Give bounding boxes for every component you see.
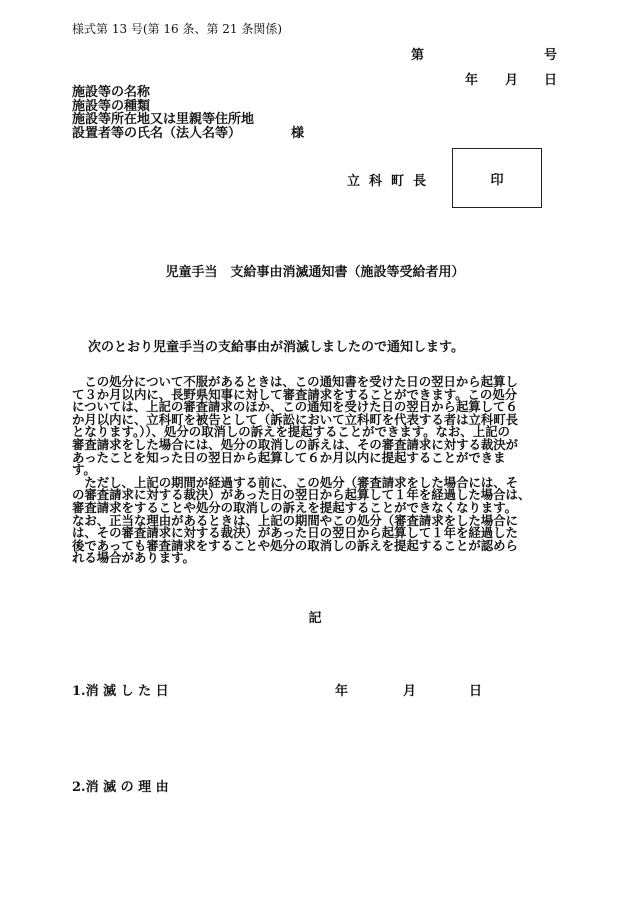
- addressee-block: [72, 86, 304, 140]
- item1-year: 年: [335, 684, 349, 699]
- form-number-label: 様式第 13 号(第 16 条、第 21 条関係): [72, 22, 283, 36]
- notice-line: 後であっても審査請求をすることや処分の取消しの訴えを提起することが認めら: [72, 537, 518, 553]
- item1-day: 日: [469, 684, 483, 699]
- facility-type-label: 施設等の種類: [72, 98, 151, 114]
- item1-month: 月: [403, 684, 417, 699]
- notice-line: の審査請求に対する裁決）があった日の翌日から起算して１年を経過した場合は、: [72, 487, 531, 503]
- issuer-name: 立科町長: [347, 174, 436, 189]
- intro-text: 次のとおり児童手当の支給事由が消滅しましたので通知します。: [88, 340, 464, 355]
- document-title: 児童手当 支給事由消滅通知書（施設等受給者用）: [165, 265, 465, 280]
- notice-line: となります。））、処分の取消しの訴えを提起することができます。なお、上記の: [72, 424, 510, 440]
- ki-heading: 記: [308, 611, 322, 626]
- facility-name-label: 施設等の名称: [72, 85, 151, 100]
- appeal-notice: [72, 376, 562, 565]
- notice-line: ただし、上記の期間が経過する前に、この処分（審査請求をした場合には、そ: [72, 474, 519, 490]
- date-year: 年: [465, 73, 479, 88]
- notice-line: て３か月以内に、長野県知事に対して審査請求をすることができます。この処分: [72, 386, 518, 402]
- notice-line: については、上記の審査請求のほか、この通知を受けた日の翌日から起算して６: [72, 399, 518, 415]
- seal-box: [452, 148, 542, 208]
- doc-number-go: 号: [544, 48, 558, 63]
- date-month: 月: [505, 73, 519, 88]
- honorific: 様: [291, 125, 305, 141]
- notice-line: なお、正当な理由があるときは、上記の期間やこの処分（審査請求をした場合に: [72, 512, 519, 528]
- installer-name-row: [72, 127, 304, 141]
- notice-line: あったことを知った日の翌日から起算して６か月以内に提起することができま: [72, 449, 506, 465]
- notice-line: は、その審査請求に対する裁決）があった日の翌日から起算して１年を経過した: [72, 525, 518, 541]
- seal-label: 印: [490, 172, 504, 188]
- date-day: 日: [544, 73, 558, 88]
- installer-name-label: 設置者等の氏名（法人名等）: [72, 125, 242, 141]
- notice-line: す。: [72, 462, 96, 478]
- facility-address-label: 施設等所在地又は里親等住所地: [72, 112, 255, 127]
- notice-line: 審査請求をすることや処分の取消しの訴えを提起することができなくなります。: [72, 499, 518, 515]
- notice-line: この処分について不服があるときは、この通知書を受けた日の翌日から起算し: [72, 374, 518, 389]
- notice-line: か月以内に、立科町を被告として（訴訟において立科町を代表する者は立科町長: [72, 411, 519, 427]
- item1-label: 1.消 滅 し た 日: [72, 684, 169, 699]
- doc-number-dai: 第: [411, 48, 425, 63]
- item2-label: 2.消 滅 の 理 由: [72, 780, 169, 795]
- notice-line: れる場合があります。: [72, 550, 195, 566]
- notice-line: 審査請求をした場合には、処分の取消しの訴えは、その審査請求に対する裁決が: [72, 436, 519, 452]
